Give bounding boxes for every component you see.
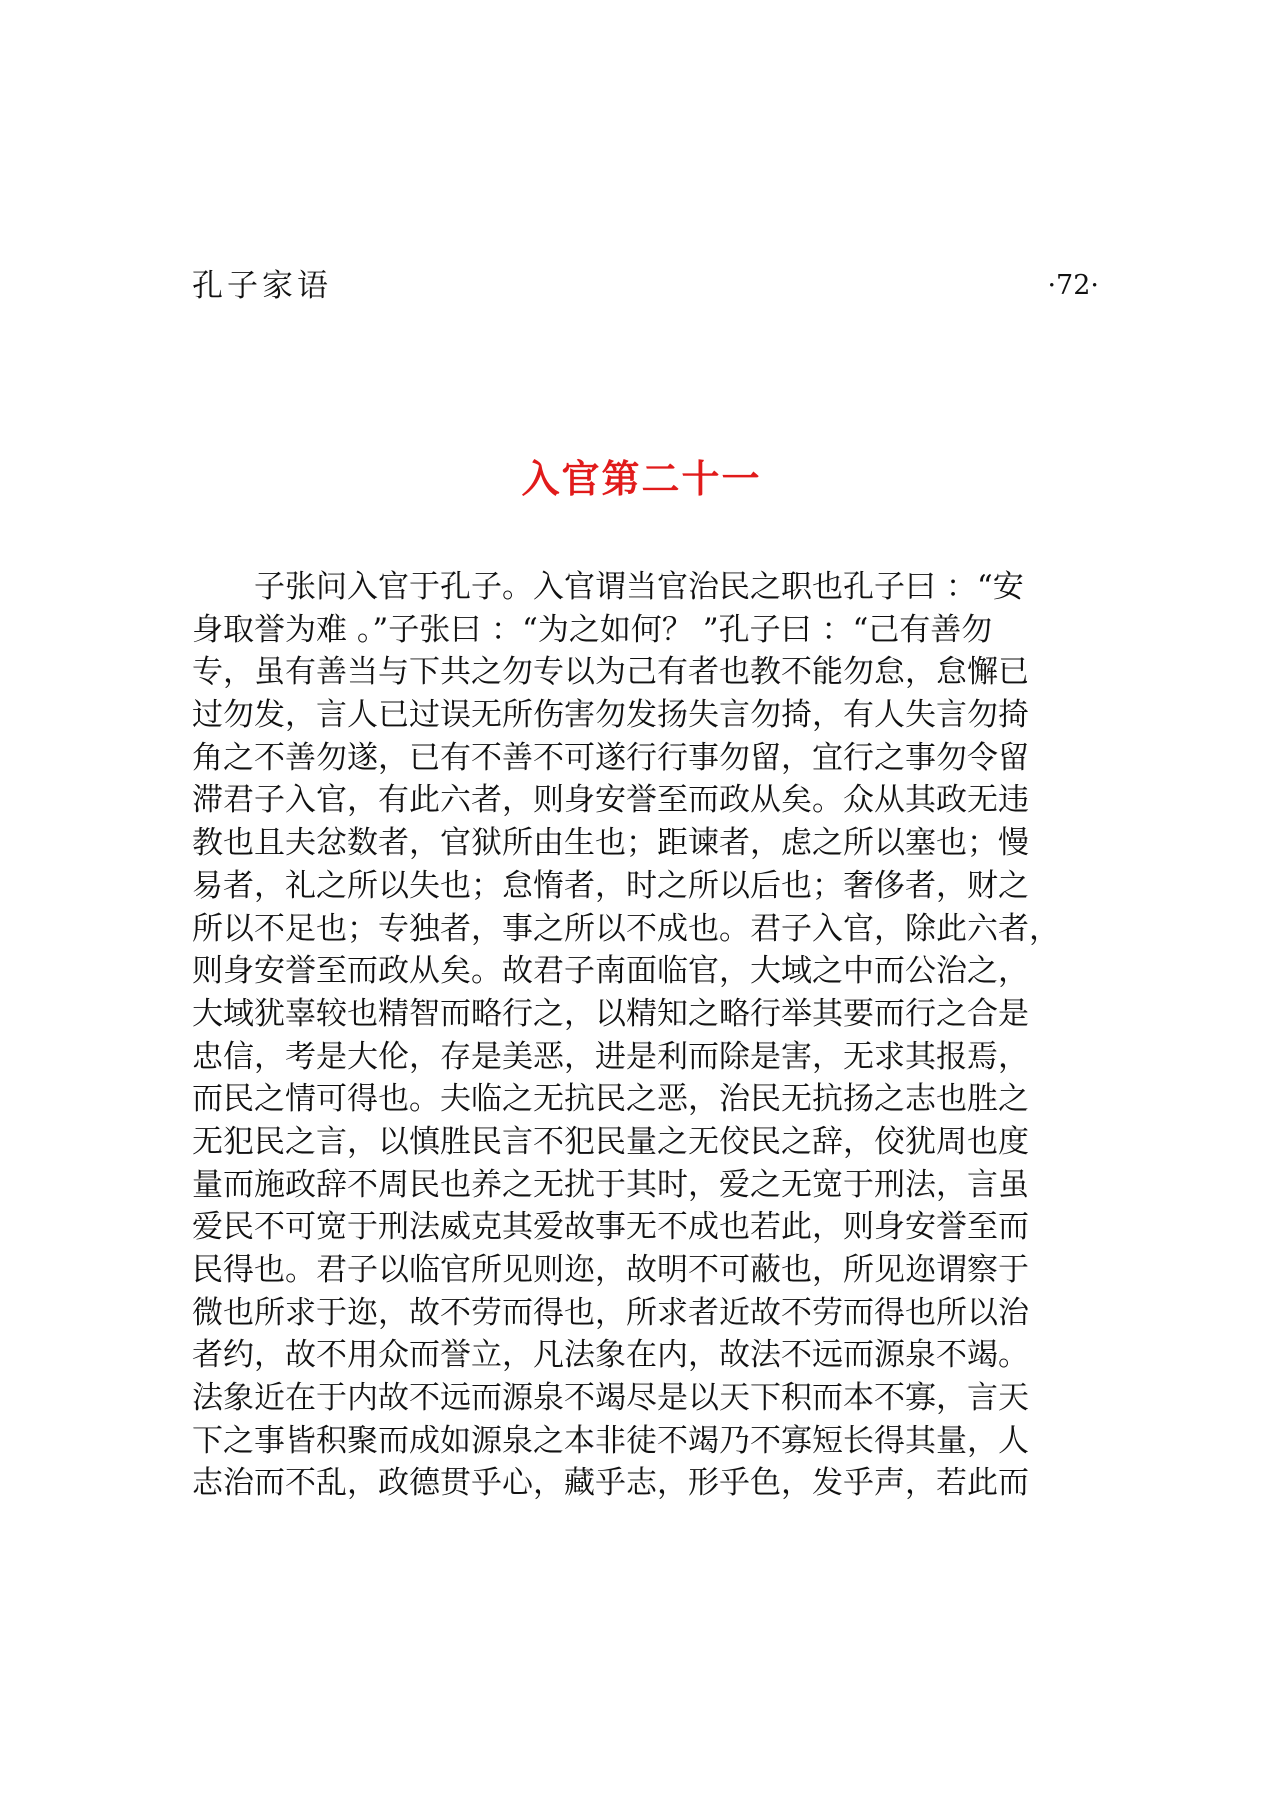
- text-line: 子张问入官于孔子。入官谓当官治民之职也孔子曰 ：“安: [254, 569, 1024, 605]
- body-paragraph: [192, 566, 1098, 1505]
- text-line: 所以不足也；专独者，事之所以不成也。君子入官，除此六者，: [192, 910, 1060, 947]
- text-line: 下之事皆积聚而成如源泉之本非徒不竭乃不寡短长得其量，人: [192, 1422, 1029, 1459]
- text-line: 角之不善勿遂，已有不善不可遂行行事勿留，宜行之事勿令留: [192, 739, 1029, 776]
- text-line: 爱民不可宽于刑法威克其爱故事无不成也若此，则身安誉至而: [192, 1209, 1029, 1246]
- text-line: 易者，礼之所以失也；怠惰者，时之所以后也；奢侈者，财之: [192, 867, 1029, 904]
- text-line: 法象近在于内故不远而源泉不竭尽是以天下积而本不寡，言天: [192, 1380, 1029, 1417]
- text-line: 则身安誉至而政从矣。故君子南面临官，大域之中而公治之，: [192, 953, 1029, 990]
- text-line: 志治而不乱，政德贯乎心，藏乎志，形乎色，发乎声，若此而: [192, 1465, 1029, 1502]
- text-line: 民得也。君子以临官所见则迩，故明不可蔽也，所见迩谓察于: [192, 1252, 1029, 1288]
- text-line: 教也且夫忿数者，官狱所由生也；距谏者，虑之所以塞也；慢: [192, 825, 1029, 862]
- text-line: 专，虽有善当与下共之勿专以为己有者也教不能勿怠，怠懈已: [192, 654, 1029, 691]
- page-number: ·72·: [1047, 270, 1099, 301]
- text-line: 忠信，考是大伦，存是美恶，进是利而除是害，无求其报焉，: [192, 1038, 1029, 1075]
- text-line: 微也所求于迩，故不劳而得也，所求者近故不劳而得也所以治: [192, 1294, 1029, 1331]
- text-line: 过勿发，言人已过误无所伤害勿发扬失言勿掎，有人失言勿掎: [192, 697, 1029, 734]
- text-line: 无犯民之言，以慎胜民言不犯民量之无佼民之辞，佼犹周也度: [192, 1123, 1029, 1160]
- running-header-book-title: 孔子家语: [192, 268, 332, 304]
- text-line: 大域犹辜较也精智而略行之，以精知之略行举其要而行之合是: [192, 995, 1029, 1032]
- text-line: 者约，故不用众而誉立，凡法象在内，故法不远而源泉不竭。: [192, 1337, 1029, 1374]
- chapter-title: 入官第二十一: [521, 457, 762, 501]
- text-line: 滞君子入官，有此六者，则身安誉至而政从矣。众从其政无违: [192, 782, 1029, 819]
- text-line: 量而施政辞不周民也养之无扰于其时，爱之无宽于刑法，言虽: [192, 1166, 1029, 1203]
- text-line: 而民之情可得也。夫临之无抗民之恶，治民无抗扬之志也胜之: [192, 1081, 1029, 1118]
- text-line: 身取誉为难 。”子张曰 ：“为之如何？ ”孔子曰 ：“己有善勿: [192, 611, 993, 648]
